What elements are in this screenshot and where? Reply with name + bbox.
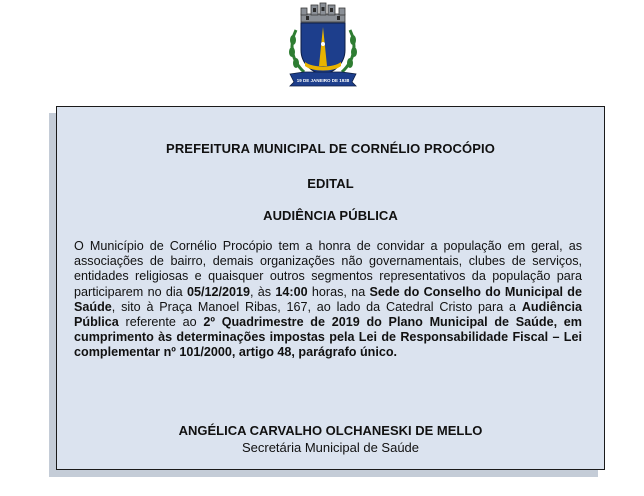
- address-text: , sito à Praça Manoel Ribas, 167, ao lado da Catedral Cristo para a: [111, 299, 522, 314]
- event-name: Audiência Pública: [74, 299, 582, 330]
- municipal-coat-of-arms: [286, 2, 360, 88]
- connector-text: horas, na: [307, 284, 370, 299]
- notice-subject: AUDIÊNCIA PÚBLICA: [263, 208, 398, 223]
- motto-ribbon: [290, 72, 356, 86]
- event-date: 05/12/2019: [186, 284, 251, 299]
- org-title: PREFEITURA MUNICIPAL DE CORNÉLIO PROCÓPIO: [166, 141, 495, 156]
- connector-text: , às: [250, 284, 276, 299]
- signer-role: Secretária Municipal de Saúde: [241, 440, 420, 455]
- legal-reference: 2º Quadrimestre de 2019 do Plano Municipal de Saúde, em cumprimento às determinações impostas pela Lei de Responsabilidade Fiscal – Lei complementar nº 101/2000, artigo 48, parágrafo único.: [74, 315, 582, 360]
- mural-crown-icon: [301, 3, 345, 22]
- intro-text: O Município de Cornélio Procópio tem a honra de convidar a população em geral, as associações de bairro, demais organizações não governamentais, clubes de serviços, entidades religiosas e quaisquer outros segmentos representativos da população para participarem no dia: [74, 239, 582, 299]
- event-time: 14:00: [275, 284, 308, 299]
- event-venue: Sede do Conselho do Municipal de Saúde: [74, 284, 582, 314]
- connector-text: referente ao: [118, 315, 204, 330]
- shield-icon: [301, 23, 345, 75]
- signer-name: ANGÉLICA CARVALHO OLCHANESKI DE MELLO: [178, 423, 483, 438]
- invitation-paragraph: [74, 239, 582, 361]
- document-type: EDITAL: [307, 176, 354, 191]
- notice-box: [56, 106, 605, 470]
- crest-motto: 19 DE JANEIRO DE 1938: [296, 78, 350, 83]
